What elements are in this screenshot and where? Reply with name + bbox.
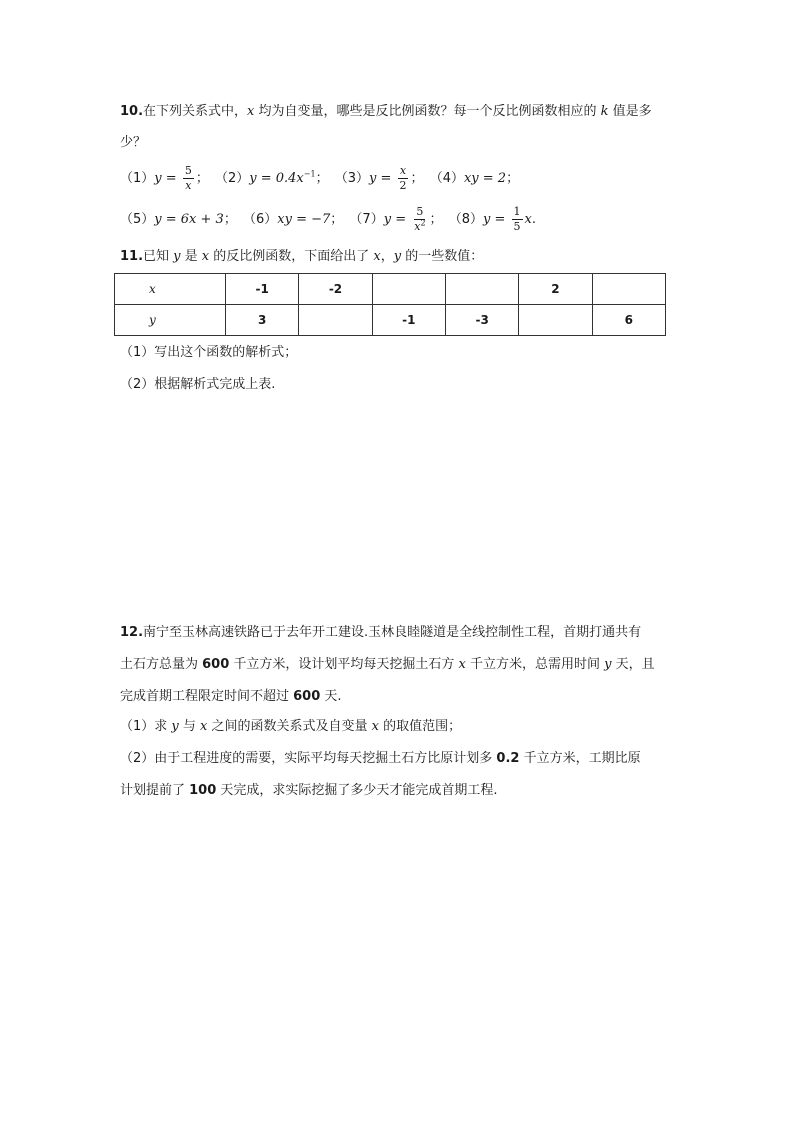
q10-option-7: （7）y = $\frac{5}{x^2}$ ；: [349, 205, 443, 233]
fraction: $\frac{1}{5}$: [513, 205, 521, 233]
q12-subquestion-2-cont: 计划提前了 100 天完成，求实际挖掘了多少天才能完成首期工程.: [120, 783, 498, 798]
q10-option-5: （5）y = 6x + 3；: [120, 212, 237, 227]
xy-values-table: [114, 273, 666, 336]
fraction: $\frac{x}{2}$: [399, 164, 407, 192]
table-cell: 2: [519, 274, 592, 305]
table-cell: [592, 274, 665, 305]
q12-line3: 完成首期工程限定时间不超过 600 天.: [120, 689, 342, 704]
table-row-x: [115, 274, 666, 305]
q10-options-row2: [120, 203, 538, 237]
table-cell: -3: [445, 305, 518, 336]
q10-option-8: （8）y = $\frac{1}{5}$ x.: [448, 205, 536, 233]
q10-option-2: $(2)y = 0.4x^{-1}$；: [214, 169, 329, 186]
q10-option-3: （3）y = $\frac{x}{2}$ ；: [334, 164, 424, 192]
table-row-y: [115, 305, 666, 336]
table-cell: -1: [226, 274, 299, 305]
q11-subquestion-2: （2）根据解析式完成上表.: [120, 377, 276, 392]
table-cell: 3: [226, 305, 299, 336]
q10-line1: 10.在下列关系式中，x 均为自变量，哪些是反比例函数？每一个反比例函数相应的 k 值是多: [120, 104, 652, 119]
q12-subquestion-2: （2）由于工程进度的需要，实际平均每天挖掘土石方比原计划多 0.2 千立方米，工期比原: [120, 751, 641, 766]
table-cell: [445, 274, 518, 305]
table-cell: -1: [372, 305, 445, 336]
row-header: y: [115, 305, 226, 336]
q10-option-4: （4）xy = 2；: [429, 171, 520, 186]
q11-number: 11.: [120, 249, 144, 264]
table-cell: -2: [299, 274, 372, 305]
q10-option-1: （1）y = $\frac{5}{x}$ ；: [120, 164, 209, 192]
fraction: $\frac{5}{x^2}$: [414, 205, 426, 233]
q12-number: 12.: [120, 625, 144, 640]
q10-option-6: （6）xy = −7；: [242, 212, 344, 227]
q10-line2: 少？: [120, 135, 147, 150]
table-cell: [372, 274, 445, 305]
fraction: $\frac{5}{x}$: [184, 164, 192, 192]
q11-stem: 11.已知 y 是 x 的反比例函数，下面给出了 x，y 的一些数值：: [120, 249, 484, 264]
q12-line2: 土石方总量为 600 千立方米，设计划平均每天挖掘土石方 x 千立方米，总需用时间 y 天，且: [120, 657, 655, 672]
row-header: x: [115, 274, 226, 305]
q11-subquestion-1: （1）写出这个函数的解析式；: [120, 345, 298, 360]
table-cell: [519, 305, 592, 336]
table-cell: [299, 305, 372, 336]
q12-line1: 12.南宁至玉林高速铁路已于去年开工建设.玉林良睦隧道是全线控制性工程，首期打通共有: [120, 625, 642, 640]
q10-options-row1: [120, 162, 521, 196]
q10-number: 10.: [120, 104, 144, 119]
q12-subquestion-1: （1）求 y 与 x 之间的函数关系式及自变量 x 的取值范围；: [120, 719, 462, 734]
table-cell: 6: [592, 305, 665, 336]
